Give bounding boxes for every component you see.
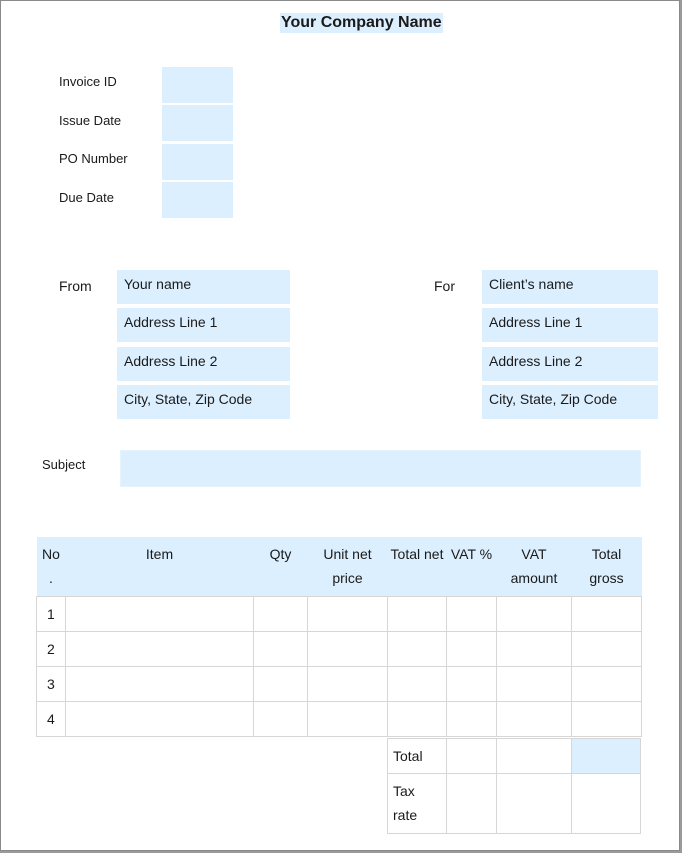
invoice-id-field[interactable] — [162, 67, 233, 105]
from-address-line-2-field[interactable]: Address Line 2 — [117, 347, 290, 383]
total-gross-cell[interactable] — [572, 596, 642, 631]
client-city-state-zip-field[interactable]: City, State, Zip Code — [482, 385, 658, 421]
subject-label: Subject — [42, 457, 86, 472]
table-row — [37, 666, 642, 701]
table-header-row — [37, 537, 642, 596]
total-net-cell[interactable] — [388, 631, 447, 666]
header-total-gross: Total gross — [572, 537, 642, 596]
from-address-line-1-field[interactable]: Address Line 1 — [117, 308, 290, 344]
company-name-title[interactable]: Your Company Name — [281, 14, 442, 31]
total-gross-cell[interactable] — [572, 701, 642, 736]
row-number: 2 — [37, 631, 66, 666]
for-label: For — [434, 278, 455, 294]
item-cell[interactable] — [66, 701, 254, 736]
po-number-field[interactable] — [162, 144, 233, 182]
item-cell[interactable] — [66, 596, 254, 631]
header-total-net: Total net — [388, 537, 447, 596]
vat-amount-cell[interactable] — [497, 701, 572, 736]
from-name-field[interactable]: Your name — [117, 270, 290, 306]
issue-date-label: Issue Date — [59, 113, 122, 128]
vat-percent-cell[interactable] — [447, 596, 497, 631]
item-cell[interactable] — [66, 666, 254, 701]
due-date-label: Due Date — [59, 190, 114, 205]
total-gross-field[interactable] — [571, 738, 641, 774]
qty-cell[interactable] — [254, 666, 308, 701]
unit-net-price-cell[interactable] — [308, 596, 388, 631]
client-address-line-1-field[interactable]: Address Line 1 — [482, 308, 658, 344]
tax-rate-label: Tax rate — [393, 783, 418, 823]
row-number: 3 — [37, 666, 66, 701]
vat-percent-cell[interactable] — [447, 631, 497, 666]
tax-rate-vat-percent-cell[interactable] — [446, 773, 497, 834]
from-city-state-zip-field[interactable]: City, State, Zip Code — [117, 385, 290, 421]
vat-amount-cell[interactable] — [497, 631, 572, 666]
total-label-cell — [387, 738, 447, 774]
qty-cell[interactable] — [254, 701, 308, 736]
header-item: Item — [66, 537, 254, 596]
vat-amount-cell[interactable] — [497, 596, 572, 631]
total-vat-amount-cell[interactable] — [496, 738, 572, 774]
total-net-cell[interactable] — [388, 701, 447, 736]
total-net-cell[interactable] — [388, 666, 447, 701]
row-number: 1 — [37, 596, 66, 631]
qty-cell[interactable] — [254, 596, 308, 631]
from-label: From — [59, 278, 92, 294]
header-vat-amount: VAT amount — [497, 537, 572, 596]
client-address-line-2-field[interactable]: Address Line 2 — [482, 347, 658, 383]
tax-rate-total-gross-cell[interactable] — [571, 773, 641, 834]
issue-date-field[interactable] — [162, 105, 233, 143]
header-vat-percent: VAT % — [447, 537, 497, 596]
vat-percent-cell[interactable] — [447, 701, 497, 736]
client-name-field[interactable]: Client’s name — [482, 270, 658, 306]
qty-cell[interactable] — [254, 631, 308, 666]
total-gross-cell[interactable] — [572, 666, 642, 701]
invoice-id-label: Invoice ID — [59, 74, 117, 89]
due-date-field[interactable] — [162, 182, 233, 220]
total-vat-percent-cell[interactable] — [446, 738, 497, 774]
subject-field[interactable] — [120, 450, 641, 487]
unit-net-price-cell[interactable] — [308, 666, 388, 701]
table-row — [37, 596, 642, 631]
po-number-label: PO Number — [59, 151, 128, 166]
header-no: No . — [37, 537, 66, 596]
table-row — [37, 701, 642, 736]
table-row — [37, 631, 642, 666]
tax-rate-vat-amount-cell[interactable] — [496, 773, 572, 834]
total-label: Total — [393, 748, 423, 764]
header-qty: Qty — [254, 537, 308, 596]
tax-rate-label-cell — [387, 773, 447, 834]
vat-percent-cell[interactable] — [447, 666, 497, 701]
total-net-cell[interactable] — [388, 596, 447, 631]
item-cell[interactable] — [66, 631, 254, 666]
unit-net-price-cell[interactable] — [308, 701, 388, 736]
unit-net-price-cell[interactable] — [308, 631, 388, 666]
row-number: 4 — [37, 701, 66, 736]
line-items-table — [36, 537, 642, 737]
total-gross-cell[interactable] — [572, 631, 642, 666]
header-unit-net-price: Unit net price — [308, 537, 388, 596]
vat-amount-cell[interactable] — [497, 666, 572, 701]
